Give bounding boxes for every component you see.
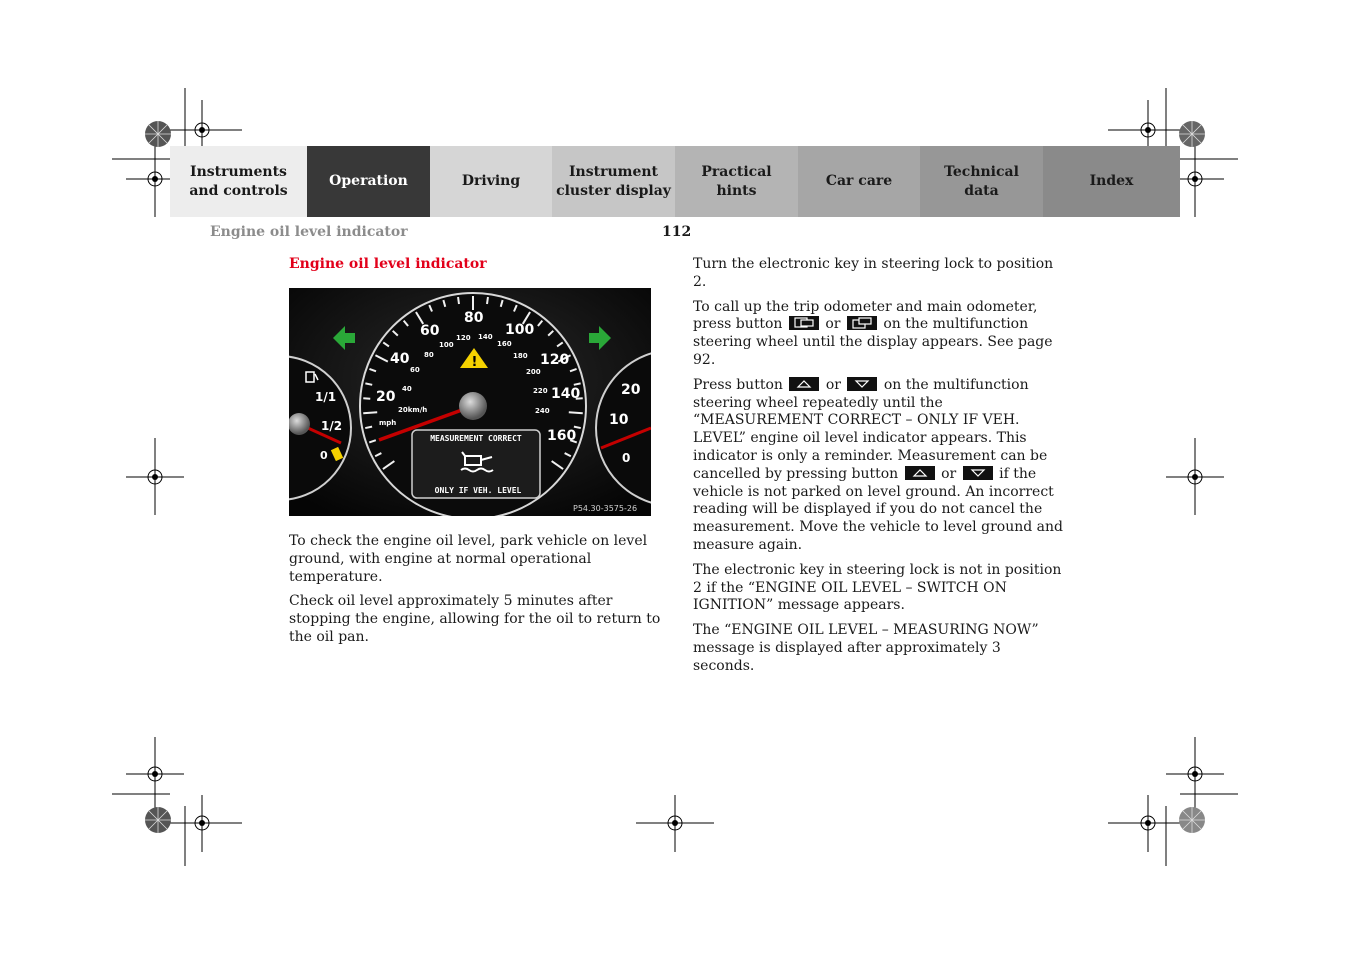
reset-page-button-icon — [789, 316, 819, 330]
section-nav — [170, 146, 1180, 217]
mph-label-120: 120 — [540, 352, 570, 368]
display-line-2: ONLY IF VEH. LEVEL — [434, 486, 522, 495]
kmh-label-240: 240 — [535, 407, 550, 415]
fuel-label-half: 1/2 — [321, 419, 343, 433]
mph-unit-label: mph — [379, 419, 397, 427]
odometer-text-a: To call up the trip odometer and main odometer, press button — [693, 298, 1038, 333]
kmh-label-100: 100 — [439, 341, 454, 349]
display-line-1: MEASUREMENT CORRECT — [430, 434, 522, 443]
down-button-icon — [847, 377, 877, 391]
press-text-a: Press button — [693, 376, 783, 393]
mph-label-80: 80 — [464, 310, 484, 326]
up-button-icon — [905, 466, 935, 480]
tab-practical-hints[interactable]: Practical hints — [675, 146, 798, 217]
kmh-label-40: 40 — [402, 385, 412, 393]
down-button-icon — [963, 466, 993, 480]
kmh-label-180: 180 — [513, 352, 528, 360]
mph-label-40: 40 — [390, 351, 410, 367]
mph-label-100: 100 — [505, 322, 535, 338]
svg-text:!: ! — [471, 355, 478, 370]
kmh-label-20: 20km/h — [398, 406, 428, 414]
speedometer-tick — [363, 412, 377, 413]
page-number: 112 — [662, 224, 692, 240]
tacho-label-0: 0 — [622, 451, 631, 465]
kmh-label-80: 80 — [424, 351, 434, 359]
needle-hub — [459, 392, 487, 420]
press-or-2: or — [941, 465, 957, 482]
tacho-label-10: 10 — [609, 412, 629, 428]
fuel-label-full: 1/1 — [315, 390, 337, 404]
paragraph-switch-on-ignition: The electronic key in steering lock is not in position 2 if the “ENGINE OIL LEVEL – SWITCH ON IGNITION” message appears. — [693, 561, 1062, 614]
right-column — [693, 256, 1065, 683]
tab-instrument-cluster-display[interactable]: Instrument cluster display — [552, 146, 675, 217]
tacho-label-20: 20 — [621, 382, 641, 398]
press-text-b: on the multifunction steering wheel repeatedly until the “MEASUREMENT CORRECT – ONLY IF VEH. LEVEL” engine oil level indicator appears. This indicator is only a reminder. Measurement can be cancelled by pressing button — [693, 376, 1048, 482]
paragraph-odometer — [693, 299, 1065, 370]
fuel-label-empty: 0 — [320, 449, 328, 462]
paragraph-park-vehicle: To check the engine oil level, park vehicle on level ground, with engine at normal operational temperature. — [289, 533, 648, 585]
press-text-c: if the vehicle is not parked on level ground. An incorrect reading will be displayed if you do not cancel the measurement. Move the vehicle to level ground and measure again. — [693, 465, 1063, 553]
mph-label-60: 60 — [420, 323, 440, 339]
speedometer-tick — [569, 412, 583, 413]
mph-label-20: 20 — [376, 389, 396, 405]
kmh-label-140: 140 — [478, 333, 493, 341]
odometer-text-b: on the multifunction steering wheel until the display appears. See page 92. — [693, 316, 1053, 368]
paragraph-turn-key: Turn the electronic key in steering lock to position 2. — [693, 256, 1054, 290]
left-column — [289, 533, 664, 654]
paragraph-press-button — [693, 377, 1065, 555]
kmh-label-220: 220 — [533, 387, 548, 395]
speedometer-tick — [365, 427, 372, 428]
tab-index[interactable]: Index — [1043, 146, 1180, 217]
tab-driving[interactable]: Driving — [430, 146, 552, 217]
up-button-icon — [789, 377, 819, 391]
kmh-label-60: 60 — [410, 366, 420, 374]
figure-code: P54.30-3575-26 — [573, 504, 638, 513]
kmh-label-120: 120 — [456, 334, 471, 342]
mph-label-160: 160 — [547, 428, 577, 444]
instrument-cluster-figure — [289, 288, 651, 516]
tab-car-care[interactable]: Car care — [798, 146, 920, 217]
kmh-label-160: 160 — [497, 340, 512, 348]
press-or: or — [825, 376, 841, 393]
speedometer-tick — [458, 297, 459, 304]
paragraph-measuring-now: The “ENGINE OIL LEVEL – MEASURING NOW” message is displayed after approximately 3 seconds. — [693, 622, 1039, 674]
section-title: Engine oil level indicator — [289, 256, 487, 272]
running-head: Engine oil level indicator — [210, 224, 408, 240]
odometer-or: or — [825, 316, 841, 333]
paragraph-check-oil-level: Check oil level approximately 5 minutes after stopping the engine, allowing for the oil to return to the oil pan. — [289, 593, 661, 645]
mph-label-140: 140 — [551, 386, 581, 402]
instrument-cluster-illustration — [289, 288, 651, 516]
tab-technical-data[interactable]: Technical data — [920, 146, 1043, 217]
speedometer-tick — [487, 297, 488, 304]
speedometer-tick — [574, 383, 581, 384]
tab-operation[interactable]: Operation — [307, 146, 430, 217]
speedometer-tick — [365, 383, 372, 384]
next-page-button-icon — [847, 316, 877, 330]
tab-instruments-and-controls[interactable]: Instruments and controls — [170, 146, 307, 217]
kmh-label-200: 200 — [526, 368, 541, 376]
